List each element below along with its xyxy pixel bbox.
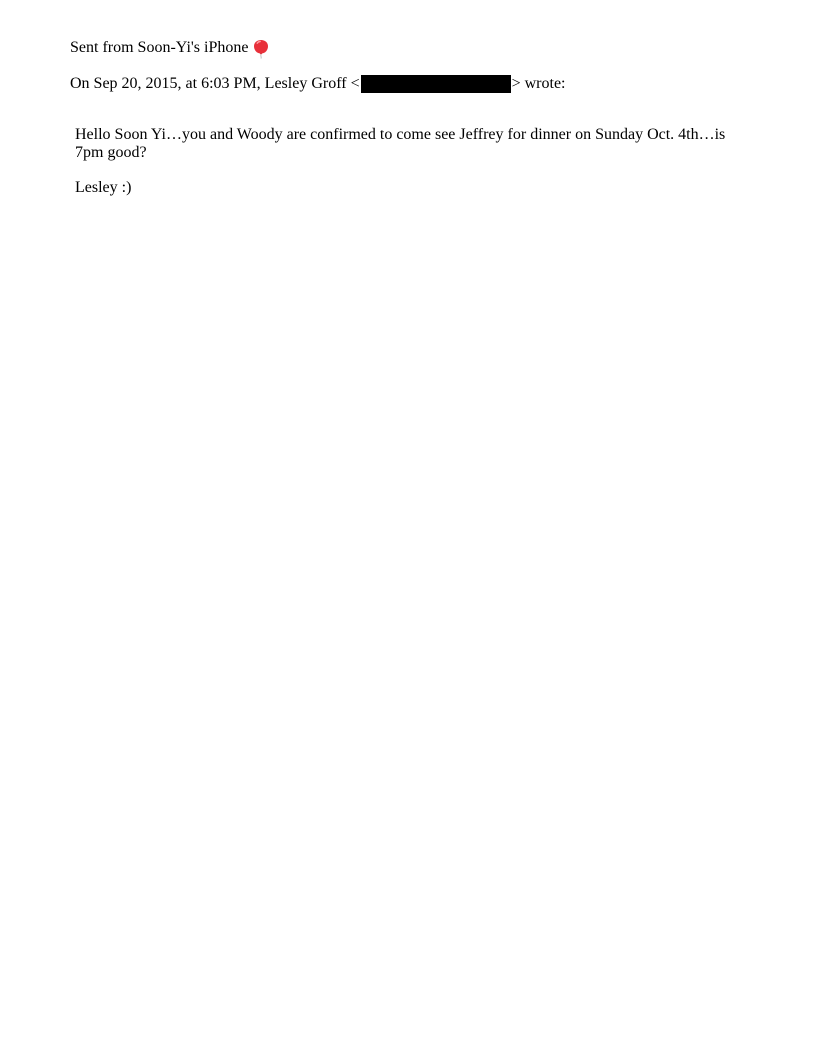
quote-header-prefix: On Sep 20, 2015, at 6:03 PM, Lesley Groff < (70, 75, 360, 92)
quoted-message-body: Hello Soon Yi…you and Woody are confirmed to come see Jeffrey for dinner on Sunday Oct. 4th…is 7pm good? (75, 126, 726, 161)
quote-header (70, 75, 566, 93)
email-signature (70, 38, 269, 58)
signature-text: Sent from Soon-Yi's iPhone (70, 39, 249, 56)
balloon-icon (253, 39, 269, 59)
quoted-message-sign-off: Lesley :) (75, 179, 132, 196)
quoted-message (75, 126, 755, 197)
quote-header-suffix: > wrote: (511, 75, 566, 92)
redacted-email-address (361, 75, 511, 93)
